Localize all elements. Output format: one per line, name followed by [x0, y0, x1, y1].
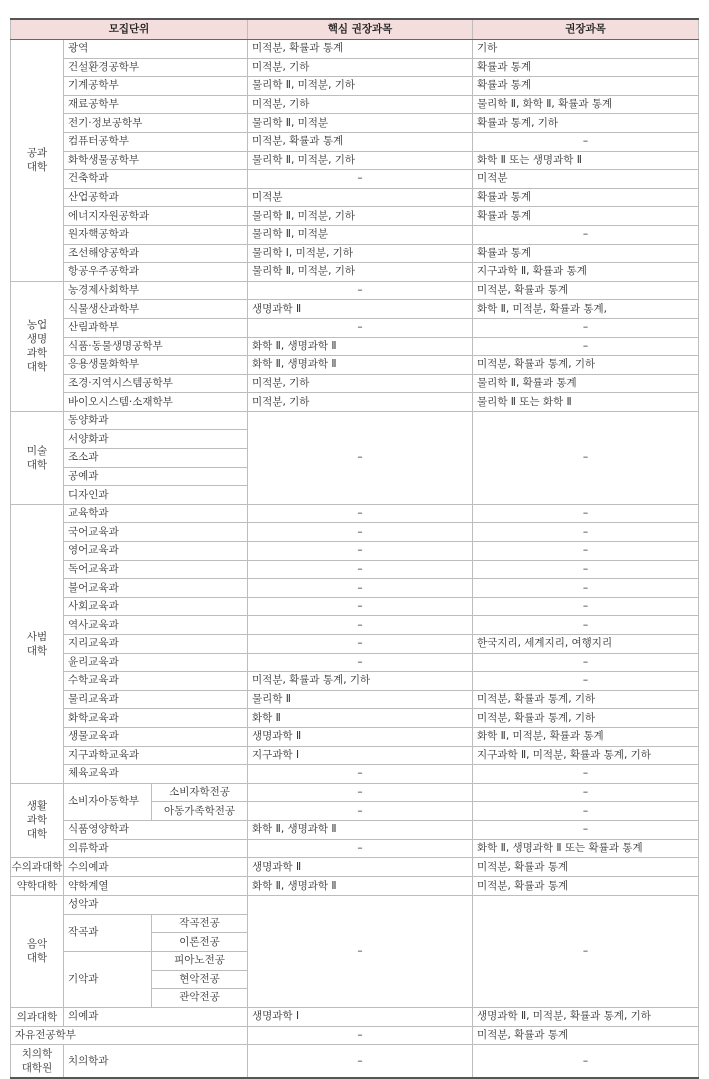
table-row — [11, 188, 699, 207]
unit-cell: 서양화과 — [64, 430, 248, 449]
unit-cell: 화학생물공학부 — [64, 151, 248, 170]
rec-cell: 화학 Ⅱ, 미적분, 확률과 통계, — [473, 300, 699, 319]
unit-cell: 체육교육과 — [64, 765, 248, 784]
rec-cell: – — [473, 783, 699, 802]
core-cell: – — [248, 318, 473, 337]
table-row — [11, 374, 699, 393]
unit-cell: 항공우주공학과 — [64, 263, 248, 282]
rec-cell: 미적분, 확률과 통계 — [473, 877, 699, 896]
major-cell: 이론전공 — [152, 933, 248, 952]
unit-cell: 원자핵공학과 — [64, 225, 248, 244]
rec-cell: – — [473, 597, 699, 616]
table-row — [11, 765, 699, 784]
core-cell: 물리학 Ⅱ, 미적분, 기하 — [248, 263, 473, 282]
core-cell: – — [248, 281, 473, 300]
unit-cell: 화학교육과 — [64, 709, 248, 728]
rec-cell: 화학 Ⅱ 또는 생명과학 Ⅱ — [473, 151, 699, 170]
core-cell: 미적분, 기하 — [248, 58, 473, 77]
rec-cell: – — [473, 337, 699, 356]
rec-cell: 화학 Ⅱ, 미적분, 확률과 통계 — [473, 727, 699, 746]
rec-cell: – — [473, 579, 699, 598]
table-row — [11, 1045, 699, 1079]
core-cell: 미적분, 기하 — [248, 374, 473, 393]
table-row — [11, 77, 699, 96]
table-row — [11, 132, 699, 151]
unit-cell: 영어교육과 — [64, 542, 248, 561]
major-cell: 작곡전공 — [152, 914, 248, 933]
rec-cell: 물리학 Ⅱ 또는 화학 Ⅱ — [473, 393, 699, 412]
rec-cell: 미적분, 확률과 통계, 기하 — [473, 690, 699, 709]
table-row — [11, 858, 699, 877]
core-cell: – — [248, 579, 473, 598]
rec-cell: 미적분, 확률과 통계, 기하 — [473, 356, 699, 375]
rec-cell: – — [473, 672, 699, 691]
core-cell: 물리학 Ⅱ — [248, 690, 473, 709]
college-veterinary: 수의과대학 — [11, 858, 64, 877]
table-row — [11, 114, 699, 133]
core-cell: 물리학 Ⅱ, 미적분, 기하 — [248, 77, 473, 96]
core-cell: 물리학 Ⅱ, 미적분 — [248, 225, 473, 244]
unit-cell: 에너지자원공학과 — [64, 207, 248, 226]
table-row — [11, 244, 699, 263]
rec-cell: 확률과 통계 — [473, 207, 699, 226]
rec-cell: 지구과학 Ⅱ, 미적분, 확률과 통계, 기하 — [473, 746, 699, 765]
core-cell: – — [248, 616, 473, 635]
table-row — [11, 95, 699, 114]
rec-cell: 지구과학 Ⅱ, 확률과 통계 — [473, 263, 699, 282]
rec-cell: – — [473, 1045, 699, 1079]
table-row — [11, 40, 699, 59]
unit-cell: 산림과학부 — [64, 318, 248, 337]
rec-cell: – — [473, 896, 699, 1008]
unit-cell: 자유전공학부 — [11, 1026, 248, 1045]
rec-cell: 미적분, 확률과 통계 — [473, 1026, 699, 1045]
rec-cell: – — [473, 653, 699, 672]
unit-cell: 수학교육과 — [64, 672, 248, 691]
table-row — [11, 504, 699, 523]
unit-cell: 응용생물화학부 — [64, 356, 248, 375]
core-cell: 미적분, 확률과 통계, 기하 — [248, 672, 473, 691]
table-row — [11, 1007, 699, 1026]
college-music: 음악 대학 — [11, 896, 64, 1008]
table-row — [11, 1026, 699, 1045]
core-cell: – — [248, 504, 473, 523]
rec-cell: 확률과 통계, 기하 — [473, 114, 699, 133]
rec-cell: 기하 — [473, 40, 699, 59]
unit-cell: 성악과 — [64, 896, 248, 915]
unit-cell: 의예과 — [64, 1007, 248, 1026]
rec-cell: 확률과 통계 — [473, 77, 699, 96]
core-cell: – — [248, 783, 473, 802]
table-row — [11, 151, 699, 170]
college-art: 미술 대학 — [11, 411, 64, 504]
core-cell: 미적분, 기하 — [248, 95, 473, 114]
unit-cell: 불어교육과 — [64, 579, 248, 598]
table-row — [11, 356, 699, 375]
unit-cell: 국어교육과 — [64, 523, 248, 542]
core-cell: – — [248, 560, 473, 579]
rec-cell: – — [473, 560, 699, 579]
college-dentistry: 치의학 대학원 — [11, 1045, 64, 1079]
unit-cell: 생물교육과 — [64, 727, 248, 746]
unit-cell: 식품·동물생명공학부 — [64, 337, 248, 356]
major-cell: 현악전공 — [152, 970, 248, 989]
rec-cell: 한국지리, 세계지리, 여행지리 — [473, 635, 699, 654]
unit-cell: 식품영양학과 — [64, 820, 248, 839]
unit-cell: 기악과 — [64, 951, 152, 1007]
table-row — [11, 225, 699, 244]
unit-cell: 사회교육과 — [64, 597, 248, 616]
rec-cell: – — [473, 225, 699, 244]
rec-cell: 화학 Ⅱ, 생명과학 Ⅱ 또는 확률과 통계 — [473, 839, 699, 858]
unit-cell: 공예과 — [64, 467, 248, 486]
header-row — [11, 19, 699, 40]
unit-cell: 약학계열 — [64, 877, 248, 896]
recommended-subjects-table — [10, 18, 699, 1079]
table-row — [11, 393, 699, 412]
rec-cell: 확률과 통계 — [473, 188, 699, 207]
unit-cell: 전기·정보공학부 — [64, 114, 248, 133]
table-row — [11, 839, 699, 858]
unit-cell: 기계공학부 — [64, 77, 248, 96]
college-medicine: 의과대학 — [11, 1007, 64, 1026]
table-row — [11, 727, 699, 746]
core-cell: 화학 Ⅱ — [248, 709, 473, 728]
rec-cell: – — [473, 820, 699, 839]
table-row — [11, 300, 699, 319]
table-row — [11, 579, 699, 598]
core-cell: 화학 Ⅱ, 생명과학 Ⅱ — [248, 820, 473, 839]
table-row — [11, 411, 699, 430]
core-cell: 생명과학 Ⅱ — [248, 858, 473, 877]
unit-cell: 조선해양공학과 — [64, 244, 248, 263]
rec-cell: 생명과학 Ⅱ, 미적분, 확률과 통계, 기하 — [473, 1007, 699, 1026]
core-cell: – — [248, 523, 473, 542]
unit-cell: 바이오시스템·소재학부 — [64, 393, 248, 412]
rec-cell: – — [473, 616, 699, 635]
table-row — [11, 877, 699, 896]
core-cell: – — [248, 765, 473, 784]
table-row — [11, 672, 699, 691]
core-cell: 화학 Ⅱ, 생명과학 Ⅱ — [248, 877, 473, 896]
core-cell: 미적분, 확률과 통계 — [248, 132, 473, 151]
unit-cell: 식물생산과학부 — [64, 300, 248, 319]
core-cell: 물리학 Ⅱ, 미적분 — [248, 114, 473, 133]
rec-cell: – — [473, 504, 699, 523]
college-engineering: 공과 대학 — [11, 40, 64, 282]
major-cell: 관악전공 — [152, 989, 248, 1008]
core-cell: 미적분, 확률과 통계 — [248, 40, 473, 59]
table-row — [11, 170, 699, 189]
rec-cell: – — [473, 523, 699, 542]
unit-cell: 치의학과 — [64, 1045, 248, 1079]
header-core: 핵심 권장과목 — [248, 19, 473, 40]
unit-cell: 역사교육과 — [64, 616, 248, 635]
rec-cell: – — [473, 318, 699, 337]
table-row — [11, 746, 699, 765]
unit-cell: 작곡과 — [64, 914, 152, 951]
unit-cell: 건설환경공학부 — [64, 58, 248, 77]
core-cell: 지구과학 Ⅰ — [248, 746, 473, 765]
college-human-ecology: 생활 과학 대학 — [11, 783, 64, 857]
core-cell: 물리학 Ⅱ, 미적분, 기하 — [248, 151, 473, 170]
unit-cell: 조소과 — [64, 449, 248, 468]
table-row — [11, 635, 699, 654]
core-cell: 미적분 — [248, 188, 473, 207]
rec-cell: 미적분, 확률과 통계 — [473, 281, 699, 300]
unit-cell: 의류학과 — [64, 839, 248, 858]
core-cell: – — [248, 411, 473, 504]
unit-cell: 디자인과 — [64, 486, 248, 505]
major-cell: 아동가족학전공 — [152, 802, 248, 821]
unit-cell: 산업공학과 — [64, 188, 248, 207]
table-row — [11, 337, 699, 356]
core-cell: 미적분, 기하 — [248, 393, 473, 412]
rec-cell: 미적분 — [473, 170, 699, 189]
rec-cell: 미적분, 확률과 통계, 기하 — [473, 709, 699, 728]
table-row — [11, 653, 699, 672]
core-cell: – — [248, 896, 473, 1008]
rec-cell: – — [473, 411, 699, 504]
table-row — [11, 58, 699, 77]
unit-cell: 지리교육과 — [64, 635, 248, 654]
rec-cell: – — [473, 132, 699, 151]
unit-cell: 물리교육과 — [64, 690, 248, 709]
rec-cell: 확률과 통계 — [473, 244, 699, 263]
college-agriculture: 농업 생명 과학 대학 — [11, 281, 64, 411]
unit-cell: 교육학과 — [64, 504, 248, 523]
table-row — [11, 560, 699, 579]
core-cell: – — [248, 542, 473, 561]
unit-cell: 컴퓨터공학부 — [64, 132, 248, 151]
table-row — [11, 896, 699, 915]
table-row — [11, 542, 699, 561]
table-row — [11, 207, 699, 226]
table-row — [11, 820, 699, 839]
college-pharmacy: 약학대학 — [11, 877, 64, 896]
core-cell: – — [248, 635, 473, 654]
core-cell: – — [248, 1026, 473, 1045]
unit-cell: 동양화과 — [64, 411, 248, 430]
rec-cell: – — [473, 542, 699, 561]
core-cell: – — [248, 802, 473, 821]
table-row — [11, 616, 699, 635]
unit-cell: 소비자아동학부 — [64, 783, 152, 820]
table-row — [11, 709, 699, 728]
rec-cell: 물리학 Ⅱ, 화학 Ⅱ, 확률과 통계 — [473, 95, 699, 114]
core-cell: 생명과학 Ⅱ — [248, 300, 473, 319]
unit-cell: 농경제사회학부 — [64, 281, 248, 300]
table-row — [11, 523, 699, 542]
major-cell: 피아노전공 — [152, 951, 248, 970]
core-cell: – — [248, 597, 473, 616]
unit-cell: 재료공학부 — [64, 95, 248, 114]
core-cell: 물리학 Ⅱ, 미적분, 기하 — [248, 207, 473, 226]
table-row — [11, 783, 699, 802]
unit-cell: 지구과학교육과 — [64, 746, 248, 765]
table-row — [11, 318, 699, 337]
unit-cell: 윤리교육과 — [64, 653, 248, 672]
table-row — [11, 690, 699, 709]
unit-cell: 조경·지역시스템공학부 — [64, 374, 248, 393]
unit-cell: 건축학과 — [64, 170, 248, 189]
core-cell: – — [248, 170, 473, 189]
core-cell: – — [248, 839, 473, 858]
core-cell: 화학 Ⅱ, 생명과학 Ⅱ — [248, 356, 473, 375]
rec-cell: – — [473, 802, 699, 821]
unit-cell: 수의예과 — [64, 858, 248, 877]
rec-cell: – — [473, 765, 699, 784]
core-cell: 생명과학 Ⅰ — [248, 1007, 473, 1026]
core-cell: 물리학 Ⅰ, 미적분, 기하 — [248, 244, 473, 263]
unit-cell: 독어교육과 — [64, 560, 248, 579]
unit-cell: 광역 — [64, 40, 248, 59]
rec-cell: 확률과 통계 — [473, 58, 699, 77]
core-cell: 생명과학 Ⅱ — [248, 727, 473, 746]
core-cell: – — [248, 1045, 473, 1079]
rec-cell: 물리학 Ⅱ, 확률과 통계 — [473, 374, 699, 393]
table-row — [11, 281, 699, 300]
header-unit: 모집단위 — [11, 19, 248, 40]
core-cell: 화학 Ⅱ, 생명과학 Ⅱ — [248, 337, 473, 356]
table-row — [11, 263, 699, 282]
college-education: 사범 대학 — [11, 504, 64, 783]
core-cell: – — [248, 653, 473, 672]
header-recommended: 권장과목 — [473, 19, 699, 40]
major-cell: 소비자학전공 — [152, 783, 248, 802]
table-row — [11, 597, 699, 616]
rec-cell: 미적분, 확률과 통계 — [473, 858, 699, 877]
